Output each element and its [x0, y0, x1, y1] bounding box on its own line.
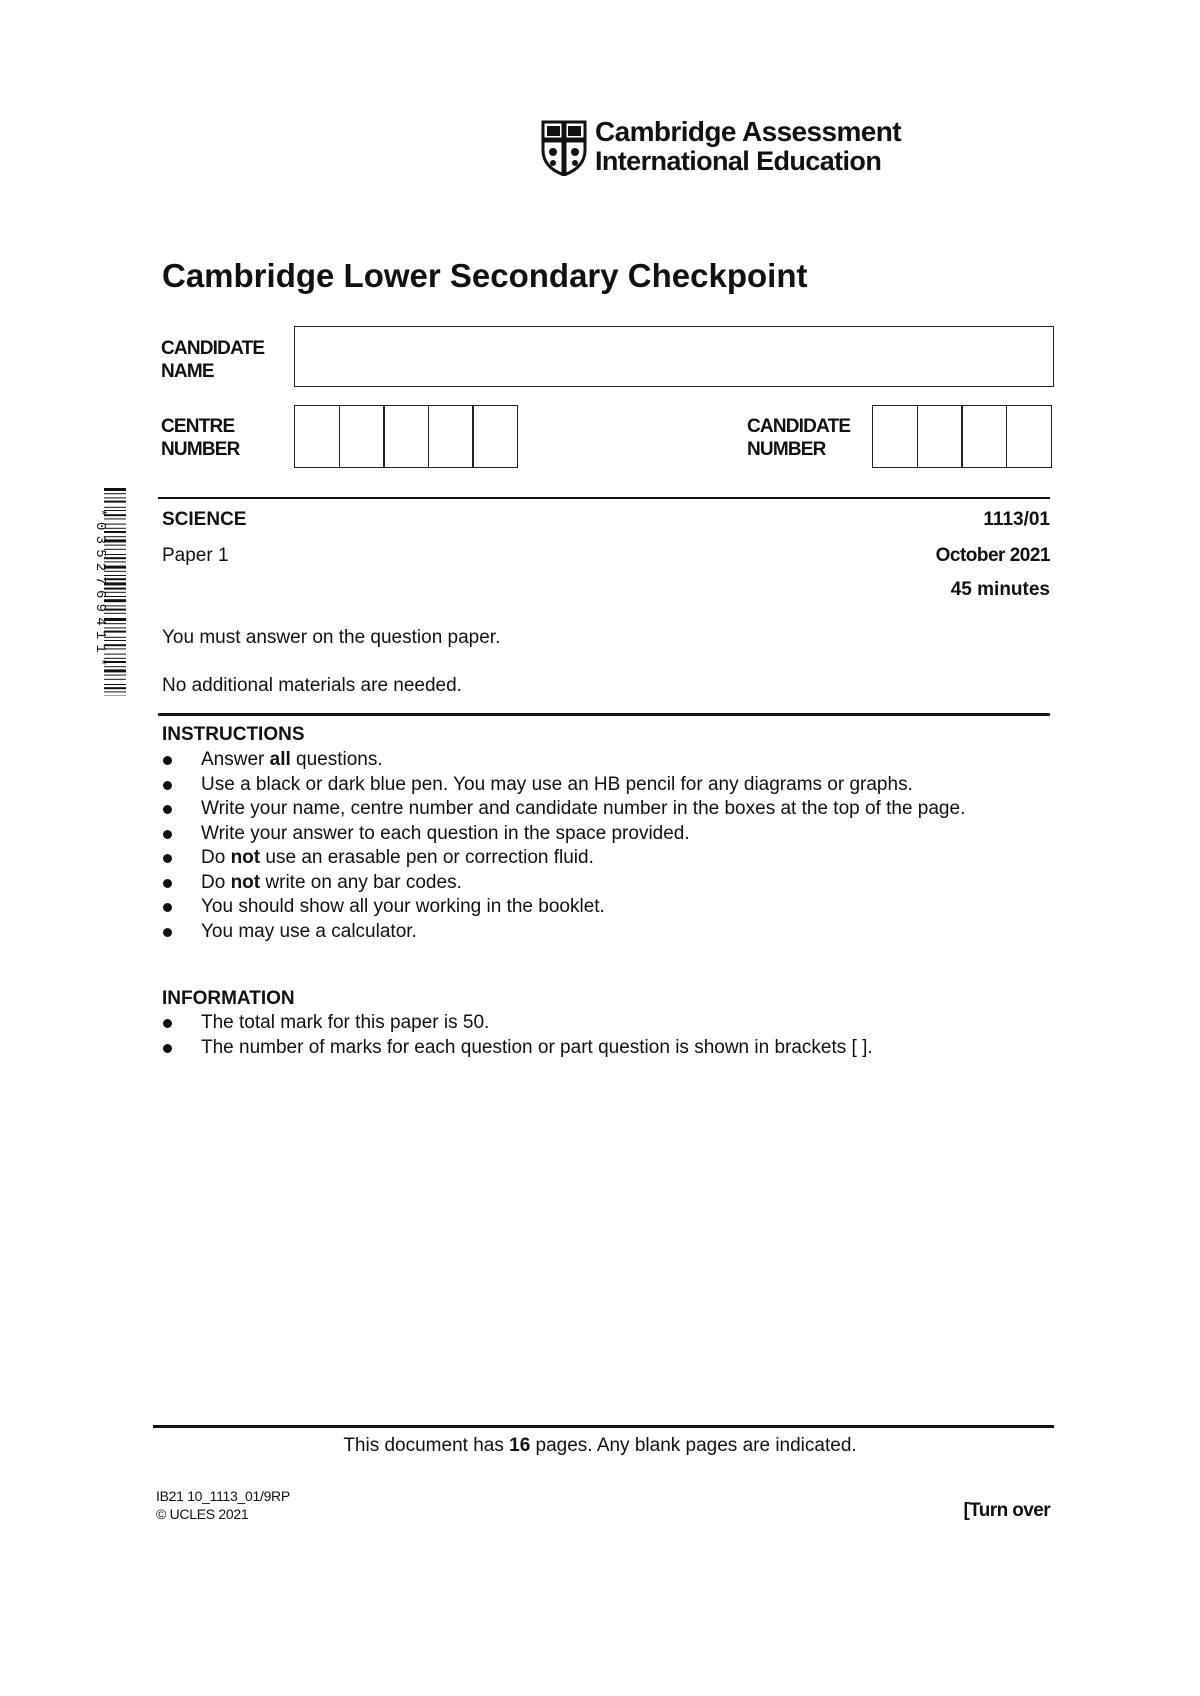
turn-over: [Turn over	[963, 1500, 1050, 1521]
instruction-text: You may use a calculator.	[201, 920, 417, 942]
list-item	[162, 920, 965, 945]
candidate-number-label-line2: NUMBER	[747, 439, 826, 460]
bullet-icon	[163, 830, 172, 839]
answer-note: You must answer on the question paper.	[162, 627, 501, 648]
cambridge-shield-icon	[541, 120, 587, 176]
document-reference: IB21 10_1113_01/9RP	[156, 1488, 290, 1504]
instruction-text: You should show all your working in the booklet.	[201, 896, 605, 917]
list-item	[162, 1011, 873, 1036]
page-count-note	[0, 1435, 1200, 1457]
instruction-text: Answer	[201, 749, 270, 770]
centre-number-label-line2: NUMBER	[161, 439, 240, 460]
candidate-name-label-line1: CANDIDATE	[161, 338, 265, 359]
centre-number-digit-box[interactable]	[294, 405, 340, 468]
paper-number: Paper 1	[162, 545, 229, 566]
divider	[158, 497, 1050, 499]
candidate-number-digit-box[interactable]	[872, 405, 918, 468]
list-item	[162, 748, 965, 773]
instructions-list	[162, 748, 965, 944]
list-item	[162, 895, 965, 920]
centre-number-digit-box[interactable]	[472, 405, 518, 468]
paper-code: 1113/01	[983, 509, 1050, 530]
list-item	[162, 871, 965, 896]
bullet-icon	[163, 928, 172, 937]
centre-number-label-line1: CENTRE	[161, 416, 235, 437]
bullet-icon	[163, 903, 172, 912]
centre-number-boxes	[294, 405, 518, 468]
divider	[153, 1425, 1054, 1428]
candidate-name-label	[161, 337, 264, 383]
information-text: The total mark for this paper is 50.	[201, 1012, 490, 1033]
candidate-number-label-line1: CANDIDATE	[747, 416, 851, 437]
instruction-text: Do	[201, 871, 231, 893]
information-heading: INFORMATION	[162, 988, 295, 1009]
bullet-icon	[163, 1044, 172, 1053]
centre-number-digit-box[interactable]	[339, 405, 385, 468]
centre-number-label	[161, 415, 240, 461]
exam-session: October 2021	[935, 545, 1050, 566]
page-title: Cambridge Lower Secondary Checkpoint	[162, 257, 808, 294]
centre-number-digit-box[interactable]	[428, 405, 474, 468]
page-count: 16	[509, 1435, 531, 1456]
candidate-number-boxes	[872, 405, 1052, 468]
divider	[158, 713, 1050, 716]
instruction-emphasis: not	[230, 847, 261, 868]
barcode	[88, 488, 140, 696]
instruction-text: use an erasable pen or correction fluid.	[260, 847, 594, 868]
candidate-number-label	[747, 415, 850, 461]
instruction-text: Do	[201, 847, 231, 868]
bullet-icon	[163, 1019, 172, 1028]
candidate-name-label-line2: NAME	[161, 361, 214, 382]
candidate-number-digit-box[interactable]	[961, 405, 1007, 468]
page-count-text: pages. Any blank pages are indicated.	[530, 1435, 857, 1456]
bullet-icon	[163, 879, 172, 888]
instruction-emphasis: not	[230, 871, 261, 893]
instruction-text: write on any bar codes.	[260, 871, 462, 893]
logo-line-2: International Education	[595, 146, 882, 176]
candidate-number-digit-box[interactable]	[1006, 405, 1052, 468]
candidate-name-box[interactable]	[294, 326, 1054, 387]
copyright: © UCLES 2021	[156, 1506, 249, 1522]
instruction-text: questions.	[290, 749, 383, 770]
exam-duration: 45 minutes	[950, 579, 1050, 600]
candidate-number-digit-box[interactable]	[917, 405, 963, 468]
subject: SCIENCE	[162, 509, 247, 530]
bullet-icon	[163, 854, 172, 863]
page-count-text: This document has	[343, 1435, 510, 1456]
list-item	[162, 773, 965, 798]
barcode-text: *0352769411*	[92, 508, 108, 672]
bullet-icon	[163, 756, 172, 765]
materials-note: No additional materials are needed.	[162, 675, 462, 696]
information-text: The number of marks for each question or part question is shown in brackets [ ].	[201, 1036, 873, 1058]
instruction-emphasis: all	[269, 749, 291, 770]
list-item	[162, 1036, 873, 1061]
centre-number-digit-box[interactable]	[383, 405, 429, 468]
list-item	[162, 846, 965, 871]
list-item	[162, 822, 965, 847]
logo-line-1: Cambridge Assessment	[595, 116, 901, 147]
list-item	[162, 797, 965, 822]
instruction-text: Write your name, centre number and candidate number in the boxes at the top of the page.	[201, 798, 966, 819]
instruction-text: Write your answer to each question in the space provided.	[201, 822, 690, 844]
instructions-heading: INSTRUCTIONS	[162, 724, 305, 745]
information-list	[162, 1011, 873, 1060]
bullet-icon	[163, 781, 172, 790]
bullet-icon	[163, 805, 172, 814]
instruction-text: Use a black or dark blue pen. You may use an HB pencil for any diagrams or graphs.	[201, 773, 913, 795]
cambridge-logo	[541, 116, 901, 180]
